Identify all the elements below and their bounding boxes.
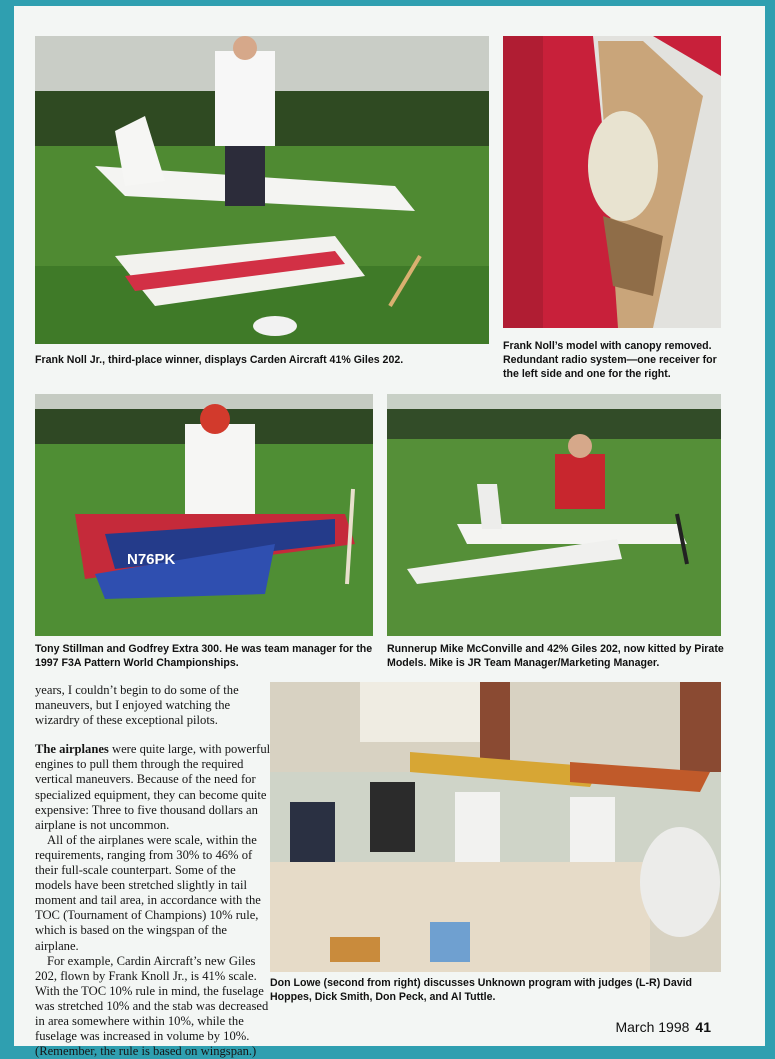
magazine-page [14, 6, 765, 1059]
registration-text: N76PK [127, 551, 176, 568]
article-paragraph-1: years, I couldn’t begin to do some of the maneuvers, but I enjoyed watching the wizardry of these exceptional pilots. [35, 683, 239, 728]
article-body [35, 683, 273, 1059]
issue-date: March 1998 [615, 1019, 690, 1035]
photo2-caption: Frank Noll’s model with canopy removed. Redundant radio system—one receiver for the left side and one for the right. [503, 340, 717, 380]
section-runin-heading: The airplanes [35, 742, 109, 757]
photo-noll-radio-compartment [503, 36, 721, 328]
article-paragraph-2 [35, 742, 273, 833]
photo-mcconville-giles-202 [387, 394, 721, 636]
photo-stillman-extra-300 [35, 394, 373, 636]
article-paragraph-2-text: were quite large, with powerful engines to pull them through the required vertical maneuvers. Because of the need for specialized equipment, they can become quite expensive: Three to five thousand dollars an airplane is not uncommon. [35, 742, 271, 832]
photo3-caption: Tony Stillman and Godfrey Extra 300. He was team manager for the 1997 F3A Pattern World Championships. [35, 643, 373, 669]
article-paragraph-3: All of the airplanes were scale, within the requirements, ranging from 30% to 46% of their full-scale counterpart. Some of the models have been stretched slightly in tail moment and tail area, in accordance with the TOC (Tournament of Champions) 10% rule, which is based on the wingspan of the airplane. [35, 832, 261, 953]
article-paragraph-4: For example, Cardin Aircraft’s new Giles 202, flown by Frank Knoll Jr., is 41% scale. With the TOC 10% rule in mind, the fuselage was stretched 10% and the stab was decreased in area somewhere within 10%, while the fuselage was increased in volume by 10%. (Remember, the rule is based on wingspan.) [35, 953, 269, 1059]
photo-judges-meeting [270, 682, 721, 972]
photo1-caption: Frank Noll Jr., third-place winner, displays Carden Aircraft 41% Giles 202. [35, 354, 404, 366]
photo5-caption: Don Lowe (second from right) discusses Unknown program with judges (L-R) David Hoppes, Dick Smith, Don Peck, and Al Tuttle. [270, 977, 693, 1003]
page-number: 41 [695, 1019, 711, 1035]
photo4-caption: Runnerup Mike McConville and 42% Giles 202, now kitted by Pirate Models. Mike is JR Team Manager/Marketing Manager. [387, 643, 724, 669]
photo-noll-giles-202 [35, 36, 489, 344]
page-footer [615, 1019, 711, 1035]
